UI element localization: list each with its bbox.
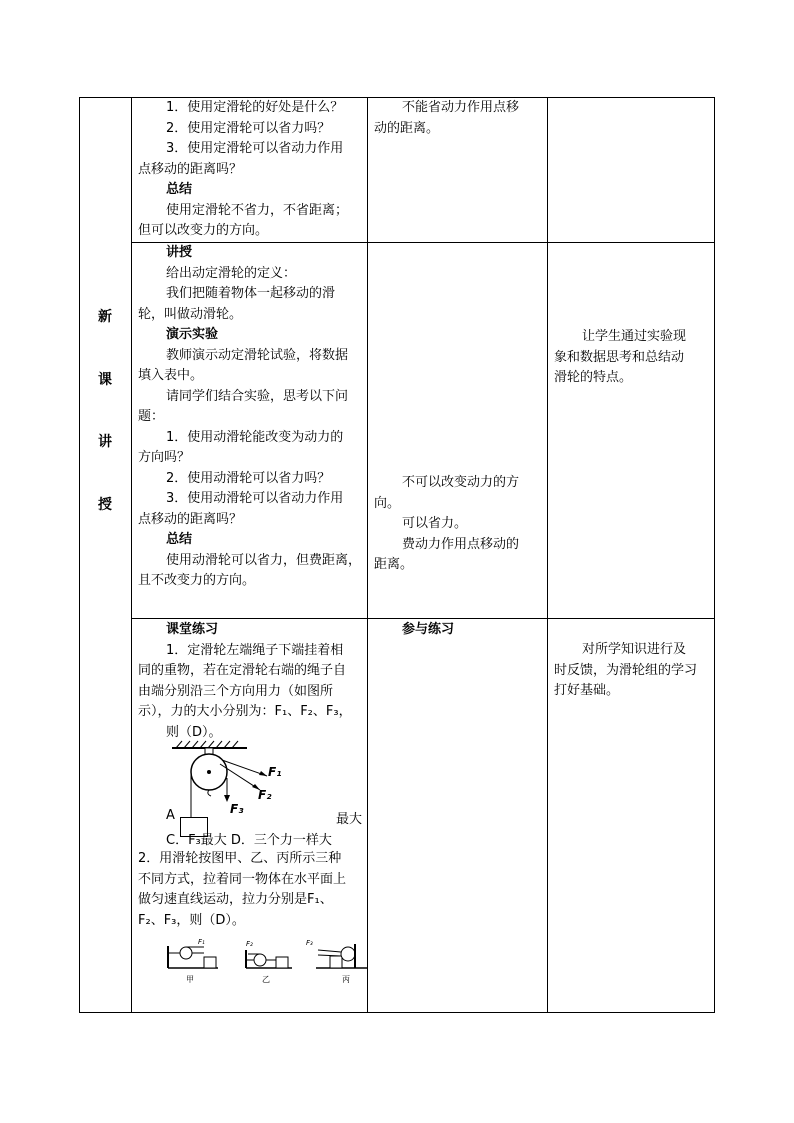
exercise-1-line: 由端分别沿三个方向用力（如图所 [138, 683, 334, 699]
summary-line-2: 但可以改变力的方向。 [138, 223, 269, 238]
exercise-2-line: 不同方式，拉着同一物体在水平面上 [138, 871, 347, 887]
row3-right-cell [554, 640, 712, 702]
note-line: 让学生通过实验现 [582, 329, 687, 344]
text-line: 给出动定滑轮的定义： [166, 265, 297, 281]
question-1: 1．使用定滑轮的好处是什么？ [166, 100, 344, 115]
exercise-1-line: 同的重物，若在定滑轮右端的绳子自 [138, 663, 347, 678]
row2-right-cell [554, 327, 712, 389]
text-line: 且不改变力的方向。 [138, 573, 256, 588]
participate-title: 参与练习 [402, 622, 455, 637]
side-label-1: 新 [98, 309, 112, 325]
text-line: 教师演示动定滑轮试验，将数据 [166, 347, 349, 363]
summary-line-1: 使用定滑轮不省力，不省距离； [166, 202, 349, 218]
row2-left-cell [138, 243, 362, 592]
answer-line: 不可以改变动力的方 [402, 475, 520, 490]
exercise-1-line: 示），力的大小分别为：F₁、F₂、F₃， [138, 704, 352, 719]
text-line: 填入表中。 [138, 368, 204, 383]
answer-line: 可以省力。 [402, 516, 468, 531]
summary-title: 总结 [166, 182, 193, 197]
text-line: 我们把随着物体一起移动的滑 [166, 286, 336, 301]
row-divider-2 [131, 618, 714, 619]
question-2: 2．使用定滑轮可以省力吗？ [166, 120, 331, 136]
question-3: 3．使用定滑轮可以省动力作用 [166, 141, 344, 156]
text-line: 1．使用动滑轮能改变为动力的 [166, 429, 344, 445]
options-c-d: C．F₃最大 D．三个力一样大 [166, 833, 332, 848]
note-line: 打好基础。 [554, 683, 620, 698]
side-label-4: 授 [98, 497, 112, 513]
row1-mid-cell [374, 98, 544, 139]
exercise-1-line: 则（D）。 [166, 724, 222, 740]
fig2-label-jia: 甲 [186, 975, 194, 984]
text-line: 轮，叫做动滑轮。 [138, 306, 243, 322]
note-line: 对所学知识进行及 [582, 642, 687, 657]
answer-line: 向。 [374, 495, 401, 511]
text-line: 3．使用动滑轮可以省动力作用 [166, 491, 344, 506]
text-line: 2．使用动滑轮可以省力吗？ [166, 470, 331, 486]
side-label-2: 课 [98, 372, 112, 388]
question-3-cont: 点移动的距离吗？ [138, 161, 243, 177]
fig2-force-f1: F₁ [198, 938, 205, 946]
col-divider-2 [367, 98, 368, 1012]
row3-left-cell [138, 620, 364, 743]
col-divider-1 [131, 98, 132, 1012]
lesson-table [79, 97, 715, 1013]
force-label-f1: F₁ [268, 765, 282, 779]
practice-title: 课堂练习 [166, 622, 219, 637]
text-line: 请同学们结合实验，思考以下问 [166, 388, 349, 404]
text-line: 题： [138, 409, 165, 424]
fig2-force-f3: F₃ [306, 939, 313, 947]
note-line: 象和数据思考和总结动 [554, 349, 685, 365]
answer-line: 费动力作用点移动的 [402, 536, 520, 552]
text-line: 方向吗？ [138, 450, 191, 465]
row2-mid-cell [374, 473, 544, 576]
text-line: 使用动滑轮可以省力，但费距离， [166, 552, 362, 568]
fig2-force-f2: F₂ [246, 940, 253, 948]
answer-line: 动的距离。 [374, 120, 440, 136]
row1-left-cell [138, 98, 362, 242]
lecture-title: 讲授 [166, 245, 193, 260]
option-a: A [166, 808, 175, 823]
fig2-label-bing: 丙 [342, 975, 350, 984]
note-line: 时反馈，为滑轮组的学习 [554, 662, 698, 678]
exercise-2 [138, 849, 364, 931]
exercise-1-line: 1．定滑轮左端绳子下端挂着相 [166, 642, 344, 658]
force-label-f2: F₂ [258, 788, 272, 802]
option-b-tail: 最大 [336, 812, 363, 827]
exercise-2-line: F₂、F₃，则（D）。 [138, 912, 245, 928]
col-divider-3 [547, 98, 548, 1012]
fig2-label-yi: 乙 [262, 975, 270, 984]
note-line: 滑轮的特点。 [554, 370, 633, 385]
side-label-3: 讲 [98, 434, 112, 450]
exercise-2-line: 做匀速直线运动，拉力分别是F₁、 [138, 892, 333, 907]
summary-title: 总结 [166, 532, 193, 547]
answer-line: 不能省动力作用点移 [402, 100, 520, 115]
text-line: 点移动的距离吗？ [138, 511, 243, 527]
exercise-2-line: 2．用滑轮按图甲、乙、丙所示三种 [138, 851, 342, 866]
answer-line: 距离。 [374, 557, 414, 572]
demo-title: 演示实验 [166, 327, 219, 342]
force-label-f3: F₃ [230, 802, 244, 816]
